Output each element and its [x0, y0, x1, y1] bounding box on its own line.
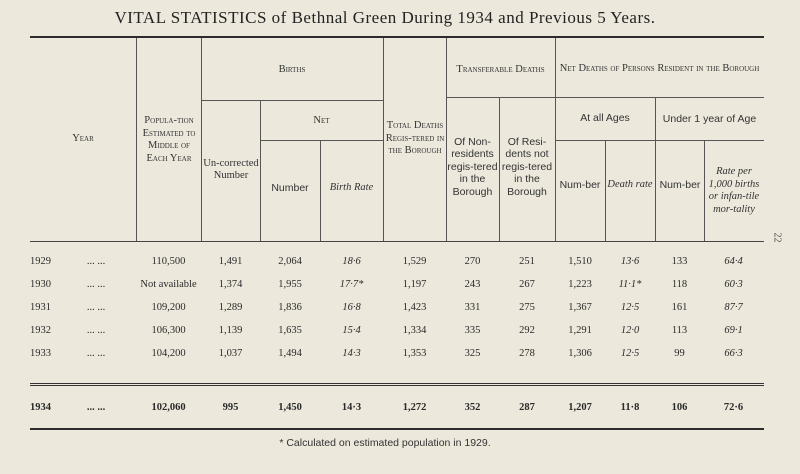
cell-infant-rate: 72·6	[723, 402, 744, 413]
header-transferable: Transferable Deaths	[456, 63, 545, 75]
cell-non-res: 352	[464, 402, 481, 413]
header-uncorrected: Un-corrected Number	[203, 157, 259, 181]
cell-net-number: 1,450	[278, 402, 302, 413]
cell-uncorrected: 1,037	[218, 348, 243, 359]
data-table	[30, 250, 763, 365]
top-rule	[30, 36, 764, 38]
header-under-1: Under 1 year of Age	[662, 112, 757, 125]
cell-non-res: 270	[464, 256, 481, 267]
header-residents-not: Of Resi-dents not regis-tered in the Borough	[501, 135, 553, 198]
cell-dots: ... ...	[86, 256, 106, 267]
cell-death-rate: 13·6	[620, 256, 640, 267]
cell-death-rate: 12·5	[620, 348, 640, 359]
divider	[260, 140, 383, 141]
cell-birth-rate: 16·8	[342, 302, 361, 313]
cell-res-not: 292	[519, 325, 535, 336]
cell-death-rate: 12·0	[620, 325, 640, 336]
cell-year: 1930	[30, 279, 51, 290]
table-row	[30, 250, 763, 273]
cell-res-not: 251	[519, 256, 535, 267]
header-births: Births	[278, 63, 306, 75]
bottom-rule	[30, 428, 764, 430]
cell-res-not: 287	[519, 402, 535, 413]
cell-u1-number: 133	[671, 256, 688, 267]
cell-all-number: 1,510	[568, 256, 592, 267]
cell-dots: ... ...	[86, 302, 106, 313]
cell-dots: ... ...	[86, 325, 106, 336]
divider	[446, 97, 764, 98]
cell-infant-rate: 66·3	[724, 348, 743, 359]
cell-population: 104,200	[151, 348, 186, 359]
cell-non-res: 325	[464, 348, 481, 359]
cell-u1-number: 161	[671, 302, 688, 313]
cell-population: Not available	[140, 278, 197, 290]
cell-net-number: 1,836	[278, 302, 302, 313]
divider	[655, 97, 656, 241]
cell-dots: ... ...	[86, 348, 106, 359]
cell-uncorrected: 1,374	[218, 279, 243, 290]
cell-dots: ... ...	[86, 279, 106, 290]
header-year: Year	[72, 133, 94, 145]
cell-net-number: 1,494	[278, 348, 302, 359]
cell-uncorrected: 1,491	[218, 256, 243, 267]
cell-non-res: 335	[464, 325, 481, 336]
total-table	[30, 396, 763, 419]
cell-birth-rate: 15·4	[342, 325, 361, 336]
cell-birth-rate: 14·3	[341, 402, 362, 413]
cell-infant-rate: 87·7	[724, 302, 743, 313]
header-net: Net	[313, 114, 330, 126]
cell-population: 106,300	[151, 325, 186, 336]
cell-net-number: 2,064	[278, 256, 302, 267]
cell-infant-rate: 60·3	[724, 279, 743, 290]
page-title: VITAL STATISTICS of Bethnal Green During 1934 and Previous 5 Years.	[114, 8, 656, 27]
table-row	[30, 296, 763, 319]
cell-u1-number: 113	[671, 325, 688, 336]
header-death-rate: Death rate	[607, 178, 653, 190]
cell-total-deaths: 1,334	[402, 325, 427, 336]
cell-non-res: 243	[464, 279, 481, 290]
cell-u1-number: 118	[671, 279, 688, 290]
cell-net-number: 1,955	[278, 279, 302, 290]
cell-non-res: 331	[464, 302, 481, 313]
cell-population: 102,060	[151, 402, 186, 413]
cell-all-number: 1,223	[568, 279, 592, 290]
table-row	[30, 273, 763, 296]
cell-infant-rate: 69·1	[724, 325, 743, 336]
header-net-number: Number	[271, 181, 309, 194]
total-row	[30, 396, 763, 419]
cell-birth-rate: 18·6	[342, 256, 361, 267]
cell-res-not: 278	[519, 348, 535, 359]
cell-infant-rate: 64·4	[724, 256, 743, 267]
header-all-number: Num-ber	[559, 178, 601, 191]
cell-net-number: 1,635	[278, 325, 302, 336]
cell-birth-rate: 17·7*	[339, 279, 364, 290]
cell-birth-rate: 14·3	[342, 348, 361, 359]
cell-death-rate: 12·5	[620, 302, 640, 313]
cell-year: 1929	[30, 256, 51, 267]
cell-death-rate: 11·8	[620, 402, 640, 413]
cell-uncorrected: 995	[222, 402, 239, 413]
divider	[383, 38, 384, 241]
cell-year: 1932	[30, 325, 51, 336]
cell-total-deaths: 1,529	[402, 256, 427, 267]
header-non-residents: Of Non-residents regis-tered in the Borough	[447, 135, 498, 198]
cell-all-number: 1,207	[568, 402, 592, 413]
header-birth-rate: Birth Rate	[329, 181, 374, 193]
cell-death-rate: 11·1*	[618, 279, 642, 290]
header-net-deaths: Net Deaths of Persons Resident in the Borough	[559, 62, 760, 74]
total-rule-top2	[30, 385, 764, 386]
header-all-ages: At all Ages	[580, 111, 630, 124]
cell-total-deaths: 1,353	[402, 348, 427, 359]
header-rule	[30, 241, 764, 242]
cell-res-not: 275	[519, 302, 535, 313]
table-row	[30, 319, 763, 342]
header-u1-number: Num-ber	[659, 178, 701, 191]
footnote: * Calculated on estimated population in 1929.	[279, 437, 491, 449]
cell-population: 109,200	[151, 302, 186, 313]
cell-all-number: 1,367	[568, 302, 592, 313]
cell-all-number: 1,291	[568, 325, 592, 336]
divider	[136, 38, 137, 241]
cell-res-not: 267	[519, 279, 535, 290]
cell-total-deaths: 1,272	[402, 402, 427, 413]
page-number: 22	[771, 232, 783, 243]
divider	[201, 100, 383, 101]
cell-year: 1931	[30, 302, 51, 313]
header-infant-rate: Rate per 1,000 births or infan-tile mor-tality	[708, 166, 760, 215]
cell-total-deaths: 1,423	[402, 302, 427, 313]
cell-population: 110,500	[151, 256, 186, 267]
cell-dots: ... ...	[86, 402, 106, 413]
cell-total-deaths: 1,197	[402, 279, 427, 290]
cell-u1-number: 106	[671, 402, 688, 413]
total-rule-top	[30, 383, 764, 384]
cell-all-number: 1,306	[568, 348, 592, 359]
divider	[555, 140, 764, 141]
header-population: Popula-tion Estimated to Middle of Each Year	[142, 115, 196, 164]
cell-uncorrected: 1,289	[218, 302, 243, 313]
cell-year: 1934	[30, 402, 51, 413]
cell-u1-number: 99	[674, 348, 685, 359]
cell-year: 1933	[30, 348, 51, 359]
table-row	[30, 342, 763, 365]
header-total-deaths: Total Deaths Regis-tered in the Borough	[385, 120, 445, 157]
cell-uncorrected: 1,139	[218, 325, 243, 336]
